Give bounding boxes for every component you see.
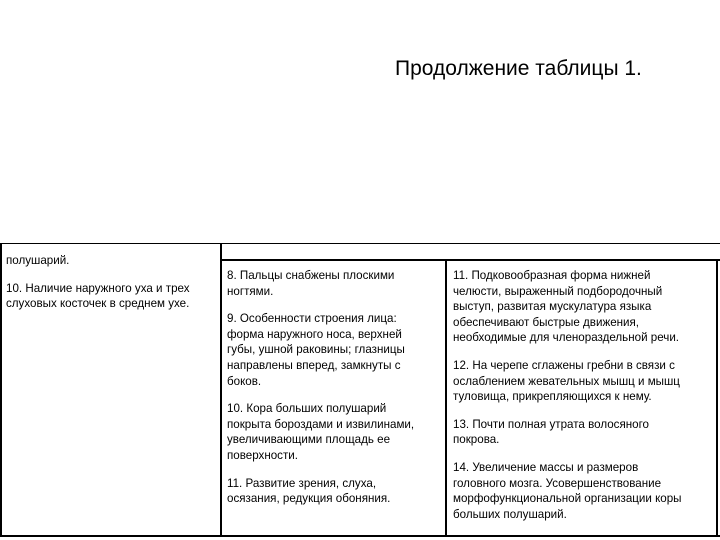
cell-text-line: челюсти, выраженный подбородочный xyxy=(453,284,663,298)
cell-paragraph xyxy=(6,281,190,312)
cell-text-line: покрыта бороздами и извилинами, xyxy=(227,417,415,431)
table-bottom-border xyxy=(0,535,720,537)
cell-text-line: 14. Увеличение массы и размеров xyxy=(453,460,639,474)
cell-paragraph xyxy=(453,417,682,448)
cell-text-line: слуховых косточек в среднем ухе. xyxy=(6,297,190,311)
cell-text-line: губы, ушной раковины; глазницы xyxy=(227,343,405,357)
cell-text-line: увеличивающими площадь ее xyxy=(227,433,391,447)
cell-paragraph xyxy=(6,253,190,269)
cell-text-line: выступ, развитая мускулатура языка xyxy=(453,300,652,314)
cell-text-line: 11. Развитие зрения, слуха, xyxy=(227,476,377,490)
cell-text-line: покрова. xyxy=(453,433,500,447)
cell-text-line: ослаблением жевательных мышц и мышц xyxy=(453,374,680,388)
cell-text-line: туловища, прикрепляющихся к нему. xyxy=(453,390,652,404)
cell-text-line: форма наружного носа, верхней xyxy=(227,327,402,341)
cell-text-line: обеспечивают быстрые движения, xyxy=(453,315,640,329)
page-title: Продолжение таблицы 1. xyxy=(395,57,642,80)
cell-text-line: 12. На черепе сглажены гребни в связи с xyxy=(453,358,675,372)
cell-paragraph xyxy=(227,268,414,299)
cell-paragraph xyxy=(453,460,682,522)
cell-paragraph xyxy=(227,401,414,463)
cell-paragraph xyxy=(227,311,414,389)
cell-text-line: осязания, редукция обоняния. xyxy=(227,492,391,506)
cell-text-line: направлены вперед, замкнуты с xyxy=(227,358,401,372)
cell-text-line: поверхности. xyxy=(227,448,298,462)
table-top-border xyxy=(0,243,720,244)
cell-text-line: 11. Подковообразная форма нижней xyxy=(453,269,651,282)
cell-paragraph xyxy=(453,268,682,346)
column-divider-2 xyxy=(445,259,447,537)
cell-text-line: морфофункциональной организации коры xyxy=(453,492,682,506)
cell-text-line: 8. Пальцы снабжены плоскими xyxy=(227,269,395,282)
table-cell-col1 xyxy=(6,253,190,324)
continuation-table xyxy=(0,243,720,540)
cell-text-line: 10. Наличие наружного уха и трех xyxy=(6,281,190,295)
table-cell-col3 xyxy=(453,268,682,534)
cell-paragraph xyxy=(227,476,414,507)
cell-text-line: полушарий. xyxy=(6,254,70,267)
cell-text-line: головного мозга. Усовершенствование xyxy=(453,476,662,490)
column-divider-1 xyxy=(220,243,222,537)
table-cell-col2 xyxy=(227,268,414,519)
row-top-border xyxy=(221,259,720,261)
cell-text-line: необходимые для членораздельной речи. xyxy=(453,331,680,345)
table-right-border xyxy=(716,259,718,537)
cell-text-line: больших полушарий. xyxy=(453,507,567,521)
table-left-border xyxy=(0,243,2,537)
cell-text-line: 13. Почти полная утрата волосяного xyxy=(453,417,650,431)
cell-text-line: боков. xyxy=(227,374,262,388)
cell-text-line: 9. Особенности строения лица: xyxy=(227,312,397,326)
cell-paragraph xyxy=(453,358,682,405)
cell-text-line: 10. Кора больших полушарий xyxy=(227,402,387,416)
cell-text-line: ногтями. xyxy=(227,284,274,298)
